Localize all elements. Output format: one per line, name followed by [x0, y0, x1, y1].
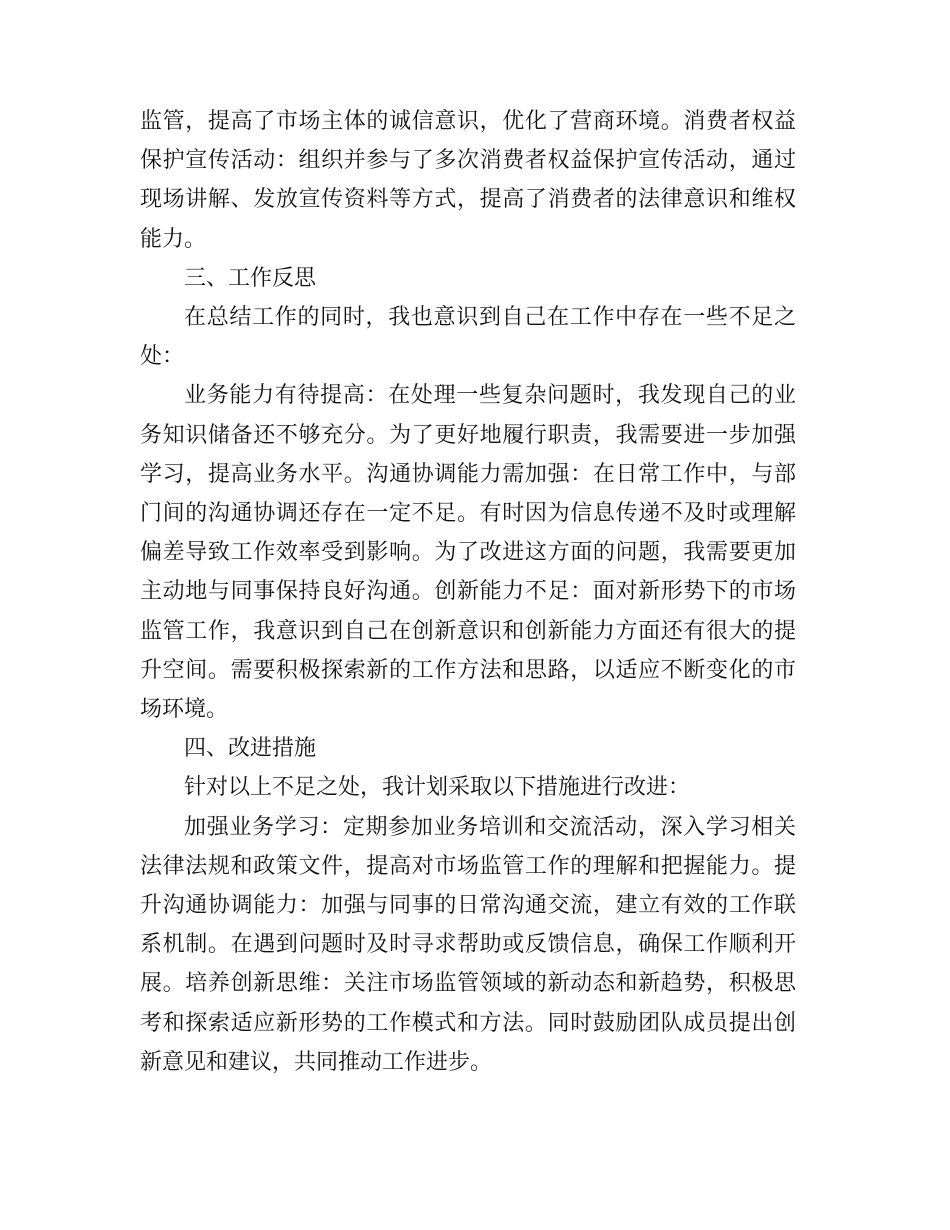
document-body [140, 102, 796, 1082]
section-heading-improvement: 四、改进措施 [184, 736, 317, 762]
paragraph-improvement-intro: 针对以上不足之处，我计划采取以下措施进行改进： [184, 775, 691, 801]
paragraph-continued: 监管，提高了市场主体的诚信意识，优化了营商环境。消费者权益保护宣传活动：组织并参与了多次消费者权益保护宣传活动，通过现场讲解、发放宣传资料等方式，提高了消费者的法律意识和维权能力。 [140, 109, 796, 252]
paragraph-reflection-intro: 在总结工作的同时，我也意识到自己在工作中存在一些不足之处： [140, 305, 796, 370]
section-heading-reflection: 三、工作反思 [184, 265, 317, 291]
paragraph-measures: 加强业务学习：定期参加业务培训和交流活动，深入学习相关法律法规和政策文件，提高对市场监管工作的理解和把握能力。提升沟通协调能力：加强与同事的日常沟通交流，建立有效的工作联系机制。在遇到问题时及时寻求帮助或反馈信息，确保工作顺利开展。培养创新思维：关注市场监管领域的新动态和新趋势，积极思考和探索适应新形势的工作模式和方法。同时鼓励团队成员提出创新意见和建议，共同推动工作进步。 [140, 814, 796, 1075]
paragraph-shortcomings: 业务能力有待提高：在处理一些复杂问题时，我发现自己的业务知识储备还不够充分。为了更好地履行职责，我需要进一步加强学习，提高业务水平。沟通协调能力需加强：在日常工作中，与部门间的沟通协调还存在一定不足。有时因为信息传递不及时或理解偏差导致工作效率受到影响。为了改进这方面的问题，我需要更加主动地与同事保持良好沟通。创新能力不足：面对新形势下的市场监管工作，我意识到自己在创新意识和创新能力方面还有很大的提升空间。需要积极探索新的工作方法和思路，以适应不断变化的市场环境。 [140, 383, 796, 723]
